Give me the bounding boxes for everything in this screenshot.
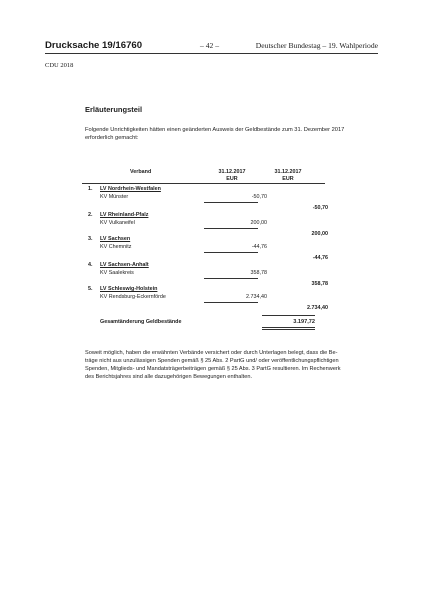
kreisverband-label: KV Saalekreis <box>100 269 134 276</box>
total-value: 3.197,72 <box>293 319 315 325</box>
row-number: 4. <box>88 262 93 268</box>
value-underline <box>204 302 258 303</box>
value-col1: 200,00 <box>250 219 267 226</box>
kreisverband-label: KV Rendsburg-Eckernförde <box>100 293 166 300</box>
party-label: CDU 2018 <box>45 62 74 69</box>
note-line: des Berichtsjahres sind alle dazugehörigen Bewegungen enthalten. <box>85 374 252 380</box>
note-line: Soweit möglich, haben die erwähnten Verbände versichert oder durch Unterlagen belegt, dass die Be- <box>85 350 338 356</box>
landesverband-label: LV Sachsen-Anhalt <box>100 262 149 268</box>
total-label: Gesamtänderung Geldbestände <box>100 319 182 325</box>
kreisverband-label: KV Münster <box>100 193 129 200</box>
section-title: Erläuterungsteil <box>85 105 143 114</box>
column-header-2-date: 31.12.2017 <box>274 169 302 175</box>
total-double-rule <box>262 329 315 330</box>
landesverband-label: LV Sachsen <box>100 236 131 242</box>
value-underline <box>204 202 258 203</box>
value-underline <box>204 278 258 279</box>
bundestag-period: Deutscher Bundestag – 19. Wahlperiode <box>255 41 378 50</box>
page-header <box>45 40 378 52</box>
table-header-rule <box>82 183 325 184</box>
header-rule <box>45 53 378 54</box>
column-header-2-unit: EUR <box>282 175 294 182</box>
intro-line: Folgende Unrichtigkeiten hätten einen geänderten Ausweis der Geldbestände zum 31. Dezember 2017 <box>85 127 345 133</box>
value-underline <box>204 252 258 253</box>
column-header-1 <box>212 169 252 182</box>
row-number: 1. <box>88 186 93 192</box>
kreisverband-label: KV Vulkaneifel <box>100 219 135 226</box>
table-row <box>88 186 328 212</box>
table-row <box>88 212 328 238</box>
row-number: 5. <box>88 286 93 292</box>
kreisverband-label: KV Chemnitz <box>100 243 132 250</box>
column-header-verband: Verband <box>130 169 152 175</box>
note-line: Spenden, Mitglieds- und Mandatsträgerbeiträgen gemäß § 25 Abs. 3 PartG resultieren. Im Rechenwerk <box>85 366 341 372</box>
intro-text <box>85 126 385 142</box>
page-number: – 42 – <box>200 41 219 50</box>
total-double-rule <box>262 327 315 328</box>
table-row <box>88 236 328 262</box>
landesverband-label: LV Nordrhein-Westfalen <box>100 186 161 192</box>
column-header-1-date: 31.12.2017 <box>218 169 246 175</box>
landesverband-label: LV Schleswig-Holstein <box>100 286 158 292</box>
note-line: träge nicht aus unzulässigen Spenden gemäß § 25 Abs. 2 PartG und/ oder veröffentlichungspflichtigen <box>85 358 339 364</box>
column-header-2 <box>262 169 314 182</box>
value-col2: -50,70 <box>312 205 328 211</box>
value-col1: -50,70 <box>251 193 267 200</box>
row-number: 2. <box>88 212 93 218</box>
value-col2: -44,76 <box>312 255 328 261</box>
drucksache-id: 16760 <box>115 40 143 51</box>
value-col1: 358,78 <box>250 269 267 276</box>
intro-line: erforderlich gemacht: <box>85 135 139 141</box>
drucksache-prefix: Drucksache 19/ <box>45 40 116 51</box>
value-col1: -44,76 <box>251 243 267 250</box>
value-col2: 358,78 <box>311 281 328 287</box>
table-row <box>88 286 328 312</box>
total-rule-top <box>262 315 315 316</box>
table-row <box>88 262 328 288</box>
landesverband-label: LV Rheinland-Pfalz <box>100 212 149 218</box>
value-col2: 2.734,40 <box>307 305 328 311</box>
value-col2: 200,00 <box>311 231 328 237</box>
column-header-1-unit: EUR <box>226 175 238 182</box>
closing-note <box>85 349 385 381</box>
value-col1: 2.734,40 <box>246 293 267 300</box>
row-number: 3. <box>88 236 93 242</box>
value-underline <box>204 228 258 229</box>
drucksache-number <box>45 40 142 51</box>
